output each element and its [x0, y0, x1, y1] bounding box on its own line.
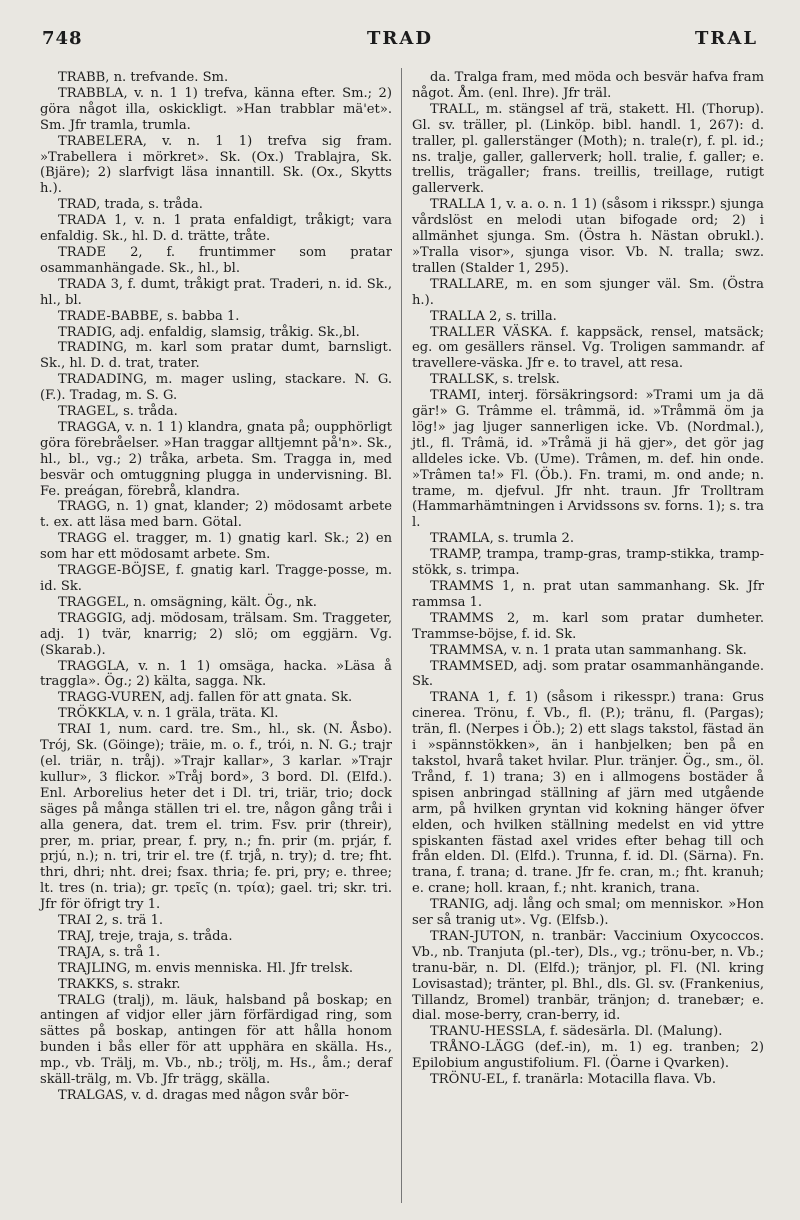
page-number: 748 [42, 28, 83, 49]
dictionary-entry: TRÖNU-EL, f. tranärla: Motacilla flava. Vb. [430, 1072, 716, 1088]
dictionary-entry: TRAMP, trampa, tramp-gras, tramp-stikka, tramp-stökk, s. trimpa. [412, 547, 764, 579]
dictionary-entry: TRÅNO-LÄGG (def.-in), m. 1) eg. tranben; 2) Epilobium angustifolium. Fl. (Öarne i Qvarken). [412, 1040, 764, 1072]
dictionary-entry: TRADE 2, f. fruntimmer som pratar osammanhängade. Sk., hl., bl. [40, 244, 392, 276]
dictionary-entry: TRAMLA, s. trumla 2. [430, 531, 574, 547]
dictionary-entry: TRALLA 2, s. trilla. [430, 308, 557, 324]
dictionary-entry: TRAMMS 1, n. prat utan sammanhang. Sk. Jfr rammsa 1. [412, 579, 764, 610]
dictionary-entry: TRAKKS, s. strakr. [58, 976, 181, 992]
dictionary-entry: TRAJA, s. trå 1. [58, 944, 161, 960]
dictionary-entry: TRAJLING, m. envis menniska. Hl. Jfr trelsk. [58, 960, 354, 976]
dictionary-entry: TRADE-BABBE, s. babba 1. [58, 308, 240, 324]
dictionary-entry: TRAGG-VUREN, adj. fallen för att gnata. Sk. [58, 690, 353, 706]
dictionary-entry: TRAMI, interj. försäkringsord: »Trami um ja dä gär!» G. Trâmme el. trâmmä, id. »Tråmmä öm ja lög!» jag ljuger sannerligen icke. Vb. (Nordmal.), jtl., fl. Trâmä, id. »Tråmä ji hä gjer», det gör jag alldeles icke. Vb. (Ume). Trâmen, m. def. hin onde. »Trâmen ta!» Fl. (Öb.). Fn. trami, m. ond ande; n. trame, m. djefvul. Jfr nht. traun. Jfr Trolltram (Hammarhämtningen i Arvidssons sv. forns. 1); s. tra l. [412, 388, 764, 531]
right-column [412, 70, 764, 1088]
dictionary-entry: TRÖKKLA, v. n. 1 gräla, träta. Kl. [58, 706, 279, 722]
dictionary-entry: TRALGAS, v. d. dragas med någon svår bör- [58, 1088, 349, 1103]
dictionary-entry: TRANU-HESSLA, f. sädesärla. Dl. (Malung). [430, 1024, 723, 1040]
dictionary-entry: TRAJ, treje, traja, s. tråda. [58, 928, 233, 944]
dictionary-entry: TRANA 1, f. 1) (såsom i rikesspr.) trana: Grus cinerea. Trönu, f. Vb., fl. (P.); tränu, fl. (Pargas); trän, fl. (Nerpes i Öb.); 2) ett slags takstol, fästad än i »spännstökken», än i hanbjelken; ben på en takstol, hvarå taket hvilar. Plur. tränjer. Ög., sm., öl. Trånd, f. 1) trana; 3) en i allmogens bostäder å spisen anbringad ställning af järn med utgående arm, på hvilken gryntan vid kokning hänger öfver elden, och hvilken ställning medelst en vid yttre spiskanten fästad axel vrides efter behag till och från elden. Dl. (Elfd.). Trunna, f. id. Dl. (Särna). Fn. trana, f. trana; d. trane. Jfr fe. cran, m.; fht. kranuh; e. crane; holl. kraan, f.; nht. kranich, trana. [412, 690, 764, 897]
dictionary-entry: TRADA 3, f. dumt, tråkigt prat. Traderi, n. id. Sk., hl., bl. [40, 276, 392, 308]
dictionary-entry: TRADA 1, v. n. 1 prata enfaldigt, tråkigt; vara enfaldig. Sk., hl. D. d. trätte, tråte. [40, 213, 392, 245]
dictionary-entry: TRANIG, adj. lång och smal; om menniskor. »Hon ser så tranig ut». Vg. (Elfsb.). [412, 897, 764, 929]
dictionary-entry: TRAGGA, v. n. 1 1) klandra, gnata på; oupphörligt göra förebråelser. »Han traggar alltjemnt på'n». Sk., hl., bl., vg.; 2) tråka, arbeta. Sm. Tragga in, med besvär och omtuggning plugga in undervisning. Bl. Fe. preágan, förebrå, klandra. [40, 419, 392, 499]
dictionary-entry: TRADADING, m. mager usling, stackare. N. G. (F.). Tradag, m. S. G. [40, 372, 392, 404]
dictionary-entry: TRABBLA, v. n. 1 1) trefva, känna efter. Sm.; 2) göra något illa, oskickligt. »Han trabblar mä'et». Sm. Jfr tramla, trumla. [40, 85, 392, 133]
dictionary-entry: TRAI 1, num. card. tre. Sm., hl., sk. (N. Åsbo). Trój, Sk. (Göinge); träie, m. o. f., trói, n. N. G.; trajr (el. triär, n. tråj). »Trajr kallar», 3 karlar. »Trajr kullur», 3 flickor. »Tråj bord», 3 bord. Dl. (Elfd.). Enl. Arborelius heter det i Dl. tri, triär, trio; dock säges på många ställen tri el. tre, någon gång tråi i alla genera, dat. trem el. trim. Fsv. prir (threir), prer, m. priar, prear, f. pry, n.; fn. prir (m. prjár, f. prjú, n.); n. tri, trir el. tre (f. trjå, n. try); d. tre; fht. thri, dhri; nht. drei; fsax. thria; fe. pri, pry; e. three; lt. tres (n. tria); gr. τρεῖς (n. τρία); gael. tri; skr. tri. Jfr för öfrigt try 1. [40, 722, 392, 913]
dictionary-entry: TRAGG, n. 1) gnat, klander; 2) mödosamt arbete t. ex. att läsa med barn. Götal. [40, 499, 392, 531]
dictionary-entry: TRALLSK, s. trelsk. [430, 372, 560, 388]
dictionary-entry: TRALG (tralj), m. läuk, halsband på boskap; en antingen af vidjor eller järn förfärdigad ring, som sättes på boskap, antingen för att hålla honom bunden i bås eller för att upphära en skälla. Hs., mp., vb. Trälj, m. Vb., nb.; trölj, m. Hs., åm.; deraf skäll-trälg, m. Vb. Jfr trägg, skälla. [40, 992, 392, 1088]
dictionary-entry: TRADING, m. karl som pratar dumt, barnsligt. Sk., hl. D. d. trat, trater. [40, 340, 392, 372]
dictionary-entry: TRAMMSA, v. n. 1 prata utan sammanhang. Sk. [430, 642, 747, 658]
dictionary-entry: TRAMMSED, adj. som pratar osammanhängande. Sk. [412, 658, 764, 690]
dictionary-entry: TRALL, m. stängsel af trä, stakett. Hl. (Thorup). Gl. sv. träller, pl. (Linköp. bibl. handl. 1, 267): d. traller, pl. gallerstänger (Moth); n. trale(r), f. pl. id.; ns. tralje, galler, gallerverk; holl. tralie, f. galler; e. trellis, trägaller; frans. treillis, treillage, rutigt gallerverk. [412, 101, 764, 197]
header-first-word: TRAD [367, 28, 433, 49]
dictionary-entry: TRALLA 1, v. a. o. n. 1 1) (såsom i riksspr.) sjunga vårdslöst en melodi utan bifogade ord; 2) i allmänhet sjunga. Sm. (Östra h. Nästan obrukl.). »Tralla visor», sjunga visor. Vb. N. tralla; swz. trallen (Stalder 1, 295). [412, 197, 764, 276]
dictionary-entry: TRABB, n. trefvande. Sm. [58, 70, 229, 85]
dictionary-entry: TRALLER VÄSKA. f. kappsäck, rensel, matsäck; eg. om gesällers ränsel. Vg. Troligen sammandr. af travellere-väska. Jfr e. to travel, att resa. [412, 324, 764, 372]
dictionary-entry: TRAMMS 2, m. karl som pratar dumheter. Trammse-böjse, f. id. Sk. [412, 610, 764, 642]
dictionary-entry: TRAGGEL, n. omsägning, kält. Ög., nk. [58, 594, 317, 610]
column-divider [401, 68, 402, 1203]
dictionary-entry: TRAGG el. tragger, m. 1) gnatig karl. Sk.; 2) en som har ett mödosamt arbete. Sm. [40, 531, 392, 563]
dictionary-entry: TRADIG, adj. enfaldig, slamsig, tråkig. Sk.,bl. [58, 324, 360, 340]
dictionary-entry: TRAI 2, s. trä 1. [58, 913, 164, 929]
left-column [40, 70, 392, 1104]
dictionary-entry: TRAN-JUTON, n. tranbär: Vaccinium Oxycoccos. Vb., nb. Tranjuta (pl.-ter), Dls., vg.; trönu-ber, n. Vb.; tranu-bär, n. Dl. (Elfd.); tränjor, pl. Fl. (Nl. kring Lovisastad); tränter, pl. Bhl., dls. Gl. sv. (Frankenius, Tillandz, Bromel) tranbär, tränjon; d. tranebær; e. dial. mose-berry, cran-berry, id. [412, 928, 764, 1024]
running-header [0, 28, 800, 58]
dictionary-entry: da. Tralga fram, med möda och besvär hafva fram något. Åm. (enl. Ihre). Jfr träl. [412, 70, 764, 101]
dictionary-entry: TRABELERA, v. n. 1 1) trefva sig fram. »Trabellera i mörkret». Sk. (Ox.) Trablajra, Sk. (Bjäre); 2) slarfvigt läsa innantill. Sk. (Ox., Skytts h.). [40, 133, 392, 197]
dictionary-entry: TRALLARE, m. en som sjunger väl. Sm. (Östra h.). [412, 276, 764, 308]
dictionary-entry: TRAGEL, s. tråda. [58, 404, 178, 420]
header-last-word: TRAL [695, 28, 758, 49]
dictionary-entry: TRAGGE-BÖJSE, f. gnatig karl. Tragge-posse, m. id. Sk. [40, 563, 392, 594]
dictionary-entry: TRAGGIG, adj. mödosam, trälsam. Sm. Traggeter, adj. 1) tvär, knarrig; 2) slö; om eggjärn. Vg. (Skarab.). [40, 610, 392, 658]
dictionary-entry: TRAD, trada, s. tråda. [58, 197, 203, 213]
dictionary-entry: TRAGGLA, v. n. 1 1) omsäga, hacka. »Läsa å traggla». Ög.; 2) kälta, sagga. Nk. [40, 658, 392, 690]
